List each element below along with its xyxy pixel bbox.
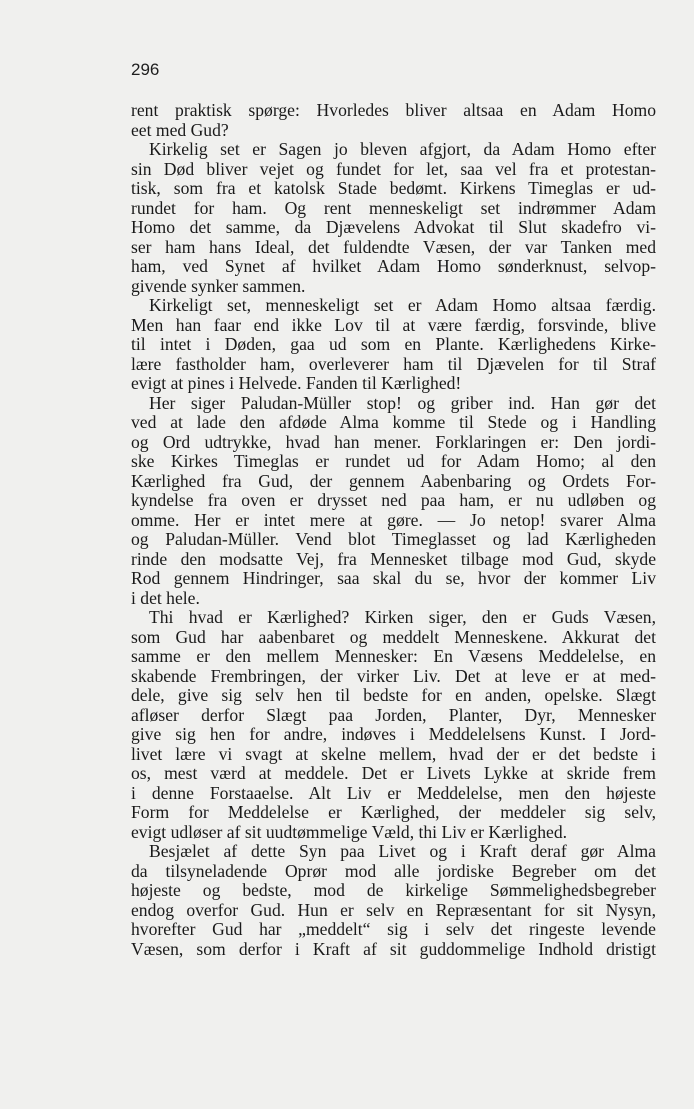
text-line: Rod gennem Hindringer, saa skal du se, hvor der kommer Liv <box>131 568 656 588</box>
text-line: Thi hvad er Kærlighed? Kirken siger, den er Guds Væsen, <box>149 607 656 627</box>
text-line: højeste og bedste, mod de kirkelige Sømmelighedsbegreber <box>131 880 656 900</box>
text-line: afløser derfor Slægt paa Jorden, Planter, Dyr, Mennesker <box>131 704 656 725</box>
text-line: i det hele. <box>131 587 200 608</box>
paragraph <box>131 140 656 296</box>
text-line: og Ord udtrykke, hvad han mener. Forklaringen er: Den jordi- <box>131 431 656 452</box>
text-line: samme er den mellem Mennesker: En Væsens Meddelelse, en <box>131 646 656 666</box>
text-line: givende synker sammen. <box>131 275 306 296</box>
text-line: evigt udløser af sit uudtømmelige Væld, thi Liv er Kærlighed. <box>131 821 568 842</box>
page-number: 296 <box>131 60 160 79</box>
text-line: som Gud har aabenbaret og meddelt Menneskene. Akkurat det <box>131 626 656 647</box>
text-line: Homo det samme, da Djævelens Advokat til Slut skadefro vi- <box>131 217 656 237</box>
text-line: rundet for ham. Og rent menneskeligt set indrømmer Adam <box>131 197 656 218</box>
text-line: hvorefter Gud har „meddelt“ sig i selv det ringeste levende <box>131 919 656 939</box>
text-line: eet med Gud? <box>131 119 229 140</box>
text-line: Besjælet af dette Syn paa Livet og i Kraft deraf gør Alma <box>149 841 656 861</box>
text-line: ved at lade den afdøde Alma komme til Stede og i Handling <box>131 412 656 432</box>
paragraph <box>131 394 656 609</box>
text-line: endog overfor Gud. Hun er selv en Repræsentant for sit Nysyn, <box>131 899 656 920</box>
paragraph <box>131 101 656 140</box>
text-line: da tilsyneladende Oprør mod alle jordiske Begreber om det <box>131 860 656 881</box>
text-line: kyndelse fra oven er drysset ned paa ham, er nu udløben og <box>131 490 656 510</box>
text-line: ske Kirkes Timeglas er rundet ud for Adam Homo; al den <box>131 451 656 471</box>
text-line: Form for Meddelelse er Kærlighed, der meddeler sig selv, <box>131 802 656 822</box>
text-line: ham, ved Synet af hvilket Adam Homo sønderknust, selvop- <box>131 256 656 276</box>
paragraph <box>131 842 656 959</box>
body-text <box>131 101 656 959</box>
text-line: dele, give sig selv hen til bedste for en anden, opelske. Slægt <box>131 685 656 705</box>
text-line: lære fastholder ham, overleverer ham til Djævelen for til Straf <box>131 353 656 374</box>
text-line: give sig hen for andre, indøves i Meddelelsens Kunst. I Jord- <box>131 724 656 744</box>
text-line: Men han faar end ikke Lov til at være færdig, forsvinde, blive <box>131 314 656 335</box>
text-line: evigt at pines i Helvede. Fanden til Kærlighed! <box>131 373 462 393</box>
text-line: til intet i Døden, gaa ud som en Plante. Kærlighedens Kirke- <box>131 334 656 354</box>
text-line: omme. Her er intet mere at gøre. — Jo netop! svarer Alma <box>131 509 656 530</box>
text-line: skabende Frembringen, der virker Liv. Det at leve er at med- <box>131 665 656 686</box>
text-line: os, mest værd at meddele. Det er Livets Lykke at skride frem <box>131 763 656 783</box>
text-line: sin Død bliver vejet og fundet for let, saa vel fra et protestan- <box>131 158 656 179</box>
text-line: Kirkelig set er Sagen jo bleven afgjort, da Adam Homo efter <box>149 139 656 159</box>
text-line: Væsen, som derfor i Kraft af sit guddommelige Indhold dristigt <box>131 938 656 959</box>
paragraph <box>131 608 656 842</box>
text-line: Her siger Paludan-Müller stop! og griber ind. Han gør det <box>149 392 656 413</box>
text-line: livet lære vi svagt at skelne mellem, hvad der er det bedste i <box>131 743 656 764</box>
text-line: ser ham hans Ideal, det fuldendte Væsen, der var Tanken med <box>131 236 656 257</box>
text-line: rinde den modsatte Vej, fra Mennesket tilbage mod Gud, skyde <box>131 548 656 569</box>
text-line: Kærlighed fra Gud, der gennem Aabenbaring og Ordets For- <box>131 470 656 491</box>
text-line: Kirkeligt set, menneskeligt set er Adam Homo altsaa færdig. <box>149 295 656 315</box>
text-line: i denne Forstaaelse. Alt Liv er Meddelelse, men den højeste <box>131 782 656 803</box>
text-line: rent praktisk spørge: Hvorledes bliver altsaa en Adam Homo <box>131 100 656 120</box>
paragraph <box>131 296 656 394</box>
text-line: og Paludan-Müller. Vend blot Timeglasset og lad Kærligheden <box>131 529 656 549</box>
text-line: tisk, som fra et katolsk Stade bedømt. Kirkens Timeglas er ud- <box>131 178 656 198</box>
